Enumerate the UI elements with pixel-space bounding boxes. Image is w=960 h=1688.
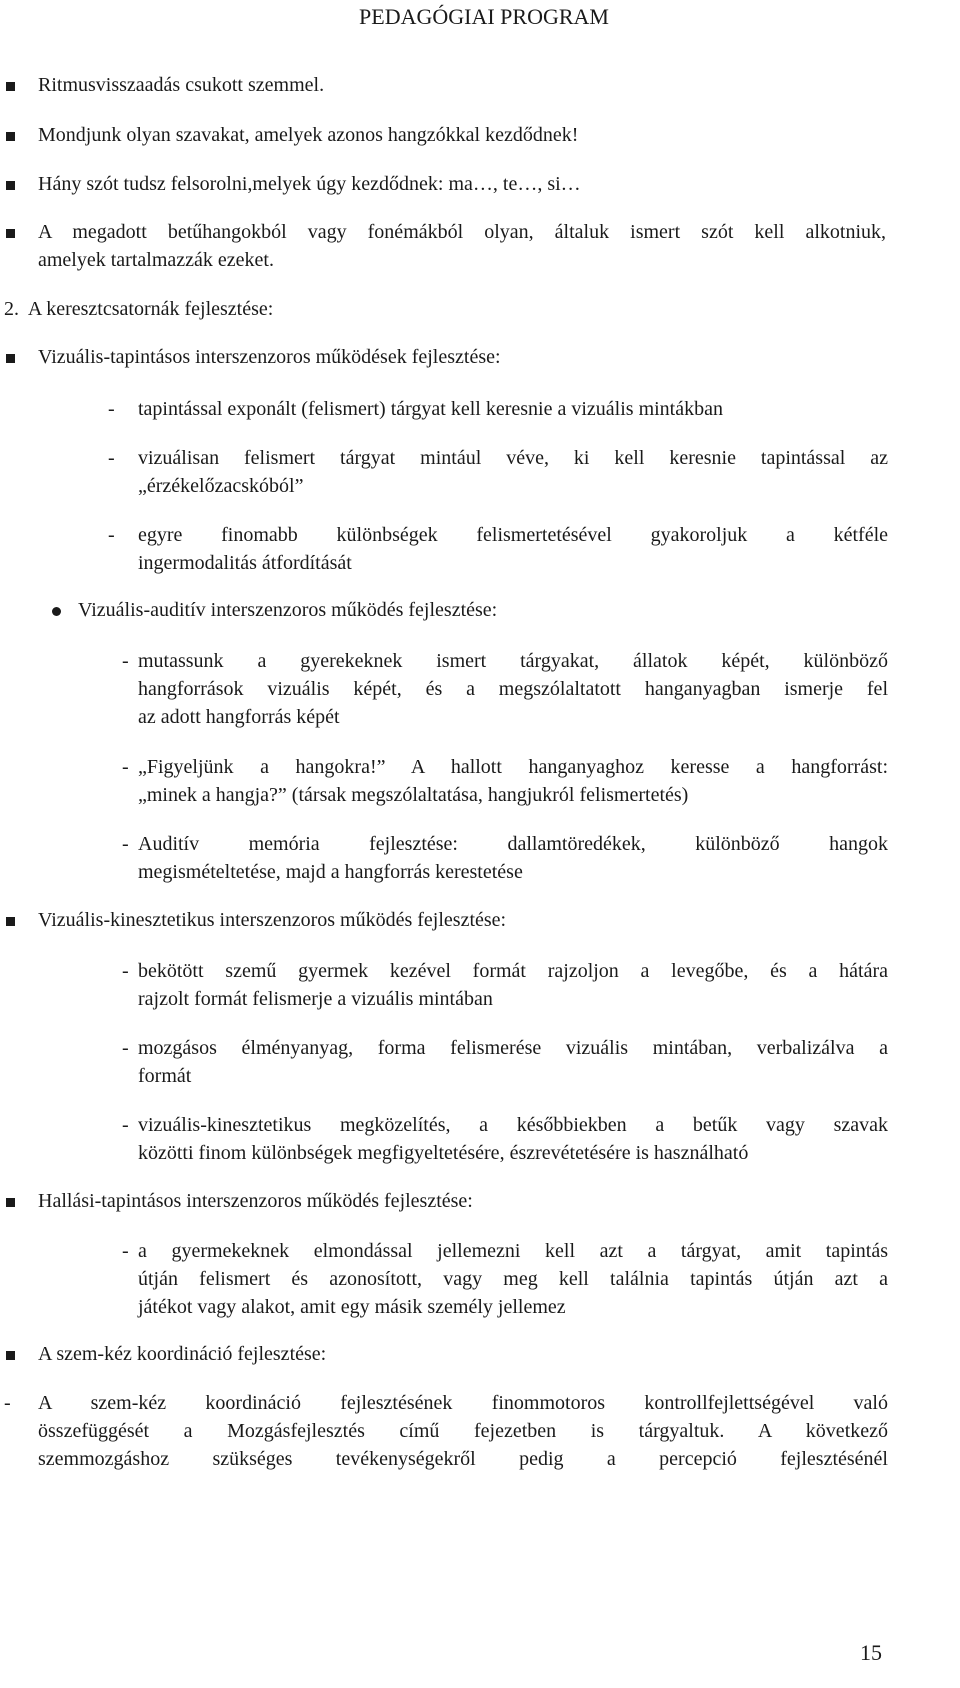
bullet-square-icon bbox=[6, 1198, 15, 1207]
list-item: vizuális-kinesztetikus megközelítés, a későbbiekben a betűk vagy szavak bbox=[138, 1114, 888, 1136]
bullet-text: A megadott betűhangokból vagy fonémákból olyan, általuk ismert szót kell alkotniuk, bbox=[38, 221, 886, 243]
list-dash: - bbox=[122, 833, 129, 855]
list-dash: - bbox=[122, 756, 129, 778]
section-heading: 2. A keresztcsatornák fejlesztése: bbox=[4, 298, 274, 320]
list-item: „érzékelőzacskóból” bbox=[138, 475, 304, 497]
subsection-title: Vizuális-kinesztetikus interszenzoros működés fejlesztése: bbox=[38, 909, 507, 931]
page-header-title: PEDAGÓGIAI PROGRAM bbox=[359, 4, 609, 29]
paragraph-line: A szem-kéz koordináció fejlesztésének finommotoros kontrollfejlettségével való bbox=[38, 1392, 888, 1414]
bullet-text: Mondjunk olyan szavakat, amelyek azonos hangzókkal kezdődnek! bbox=[38, 124, 579, 146]
list-dash: - bbox=[4, 1392, 11, 1414]
list-dash: - bbox=[122, 1240, 129, 1262]
paragraph-line: összefüggését a Mozgásfejlesztés című fejezetben is tárgyaltuk. A következő bbox=[38, 1420, 888, 1442]
bullet-square-icon bbox=[6, 229, 15, 238]
list-item: mutassunk a gyerekeknek ismert tárgyakat, állatok képét, különböző bbox=[138, 650, 888, 672]
list-item: rajzolt formát felismerje a vizuális mintában bbox=[138, 988, 493, 1010]
list-item: a gyermekeknek elmondással jellemezni kell azt a tárgyat, amit tapintás bbox=[138, 1240, 888, 1262]
list-item: útján felismert és azonosított, vagy meg kell találnia tapintás útján azt a bbox=[138, 1268, 888, 1290]
subsection-title: A szem-kéz koordináció fejlesztése: bbox=[38, 1343, 327, 1365]
list-item: közötti finom különbségek megfigyeltetésére, észrevétetésére is használható bbox=[138, 1142, 749, 1164]
bullet-square-icon bbox=[6, 132, 15, 141]
list-dash: - bbox=[122, 1114, 129, 1136]
subsection-title: Hallási-tapintásos interszenzoros működés fejlesztése: bbox=[38, 1190, 473, 1212]
list-item: egyre finomabb különbségek felismertetésével gyakoroljuk a kétféle bbox=[138, 524, 888, 546]
bullet-square-icon bbox=[6, 181, 15, 190]
bullet-square-icon bbox=[6, 82, 15, 91]
list-item: ingermodalitás átfordítását bbox=[138, 552, 352, 574]
page-header bbox=[0, 4, 960, 30]
list-item: tapintással exponált (felismert) tárgyat kell keresnie a vizuális mintákban bbox=[138, 398, 723, 420]
bullet-square-icon bbox=[6, 354, 15, 363]
list-item: az adott hangforrás képét bbox=[138, 706, 340, 728]
page-number: 15 bbox=[860, 1640, 882, 1665]
list-dash: - bbox=[108, 398, 115, 420]
list-dash: - bbox=[108, 524, 115, 546]
bullet-square-icon bbox=[6, 1351, 15, 1360]
bullet-square-icon bbox=[6, 917, 15, 926]
list-dash: - bbox=[122, 960, 129, 982]
bullet-round-icon bbox=[52, 607, 61, 616]
list-item: vizuálisan felismert tárgyat mintául véve, ki kell keresnie tapintással az bbox=[138, 447, 888, 469]
list-item: bekötött szemű gyermek kezével formát rajzoljon a levegőbe, és a hátára bbox=[138, 960, 888, 982]
list-dash: - bbox=[122, 650, 129, 672]
bullet-text: Hány szót tudsz felsorolni,melyek úgy kezdődnek: ma…, te…, si… bbox=[38, 173, 581, 195]
list-dash: - bbox=[108, 447, 115, 469]
list-item: „Figyeljünk a hangokra!” A hallott hanganyaghoz keresse a hangforrást: bbox=[138, 756, 888, 778]
bullet-text: amelyek tartalmazzák ezeket. bbox=[38, 249, 274, 271]
paragraph-line: szemmozgáshoz szükséges tevékenységekről pedig a percepció fejlesztésénél bbox=[38, 1448, 888, 1470]
list-item: mozgásos élményanyag, forma felismerése vizuális mintában, verbalizálva a bbox=[138, 1037, 888, 1059]
list-dash: - bbox=[122, 1037, 129, 1059]
list-item: Auditív memória fejlesztése: dallamtöredékek, különböző hangok bbox=[138, 833, 888, 855]
list-item: megismételtetése, majd a hangforrás kerestetése bbox=[138, 861, 523, 883]
list-item: játékot vagy alakot, amit egy másik személy jellemez bbox=[138, 1296, 566, 1318]
subsection-title: Vizuális-tapintásos interszenzoros működések fejlesztése: bbox=[38, 346, 501, 368]
list-item: hangforrások vizuális képét, és a megszólaltatott hanganyagban ismerje fel bbox=[138, 678, 888, 700]
list-item: „minek a hangja?” (társak megszólaltatása, hangjukról felismertetés) bbox=[138, 784, 689, 806]
subsection-title: Vizuális-auditív interszenzoros működés fejlesztése: bbox=[78, 599, 498, 621]
list-item: formát bbox=[138, 1065, 192, 1087]
bullet-text: Ritmusvisszaadás csukott szemmel. bbox=[38, 74, 325, 96]
